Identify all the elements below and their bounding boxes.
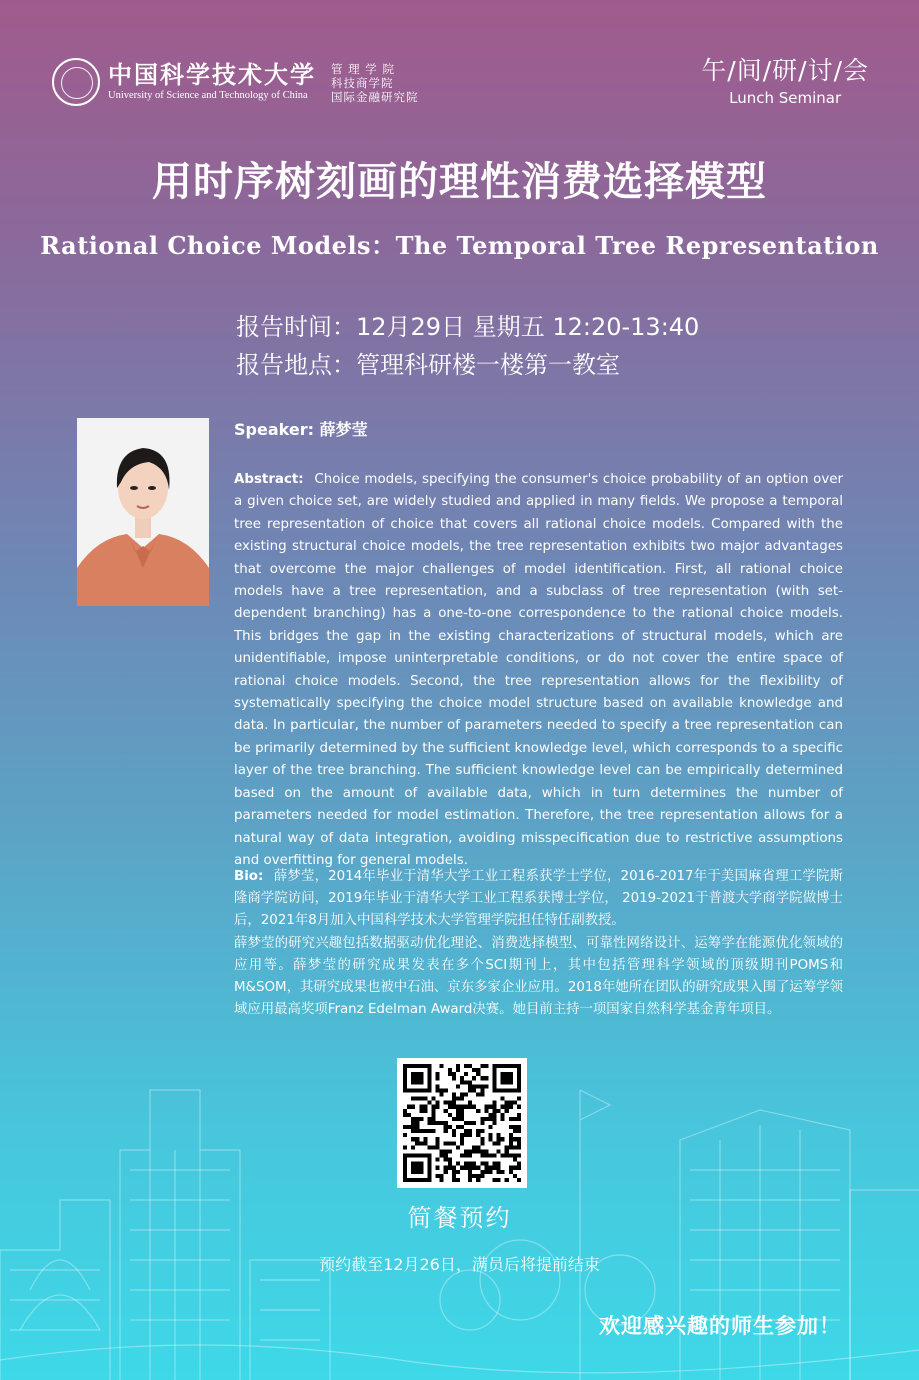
- school-names: [331, 62, 419, 104]
- qr-modules: [403, 1064, 521, 1182]
- series-title-cn: 午/间/研/讨/会: [701, 56, 869, 85]
- abstract-label: Abstract:: [234, 472, 304, 487]
- university-seal-icon: [52, 58, 100, 106]
- speaker-photo: [77, 418, 209, 606]
- bio: [234, 866, 843, 1021]
- university-name-en: University of Science and Technology of China: [108, 90, 308, 101]
- event-time: 报告时间：12月29日 星期五 12:20-13:40: [236, 313, 700, 341]
- abstract-text: Choice models, specifying the consumer's choice probability of an option over a given choice set, are widely studied and applied in many fields. We propose a temporal tree representation of choice that covers all rational choice models. Compared with the existing structural choice models, the tree representation exhibits two major advantages that overcome the major challenges of model identification. First, all rational choice models have a tree representation, and a subclass of tree representation (with set-dependent branching) has a one-to-one correspondence to the rational choice models. This bridges the gap in the existing characterizations of structural models, which are unidentifiable, impose uninterpretable conditions, or do not cover the entire space of rational choice models. Second, the tree representation allows for the flexibility of systematically specifying the choice model structure based on available knowledge and data. In particular, the number of parameters needed to specify a tree representation can be primarily determined by the sufficient knowledge level, which corresponds to a specific layer of the tree branching. The sufficient knowledge level can be empirically determined based on the amount of available data, which in turn determines the number of parameters needed for model estimation. Therefore, the tree representation allows for a natural way of data integration, avoiding misspecification due to restrictive assumptions and overfitting for general models.: [234, 472, 843, 868]
- talk-title-cn: 用时序树刻画的理性消费选择模型: [152, 158, 767, 205]
- abstract: [234, 469, 843, 872]
- speaker-name: 薛梦莹: [319, 420, 368, 439]
- university-name-cn: 中国科学技术大学: [108, 60, 316, 89]
- school-business: 科技商学院: [331, 76, 394, 90]
- university-logo: [52, 58, 316, 106]
- bio-paragraph-1: [234, 866, 843, 933]
- bio-text-1: 薛梦莹，2014年毕业于清华大学工业工程系获学士学位，2016-2017年于美国麻省理工学院斯隆商学院访问，2019年毕业于清华大学工业工程系获博士学位， 2019-2021于普渡大学商学院做博士后，2021年8月加入中国科学技术大学管理学院担任特任副教授。: [234, 869, 843, 929]
- speaker-label: Speaker:: [234, 420, 314, 439]
- reservation-title: 简餐预约: [407, 1204, 512, 1232]
- bio-paragraph-2: 薛梦莹的研究兴趣包括数据驱动优化理论、消费选择模型、可靠性网络设计、运筹学在能源优化领域的应用等。薛梦莹的研究成果发表在多个SCI期刊上，其中包括管理科学领域的顶级期刊POMS和M&SOM，其研究成果也被中石油、京东多家企业应用。2018年她所在团队的研究成果入围了运筹学领域应用最高奖项Franz Edelman Award决赛。她目前主持一项国家自然科学基金青年项目。: [234, 935, 843, 1018]
- reservation-deadline: 预约截至12月26日，满员后将提前结束: [319, 1255, 600, 1274]
- school-management: 管 理 学 院: [331, 62, 395, 76]
- speaker-line: [234, 417, 368, 440]
- event-info: [236, 308, 699, 384]
- welcome-message: 欢迎感兴趣的师生参加！: [599, 1314, 841, 1338]
- qr-code[interactable]: [397, 1058, 527, 1188]
- bio-label: Bio:: [234, 869, 264, 884]
- seminar-series: [701, 55, 869, 109]
- event-location: 报告地点：管理科研楼一楼第一教室: [236, 351, 620, 379]
- series-title-en: Lunch Seminar: [729, 89, 842, 107]
- school-finance: 国际金融研究院: [331, 90, 419, 104]
- talk-title-en: Rational Choice Models：The Temporal Tree Representation: [40, 231, 879, 260]
